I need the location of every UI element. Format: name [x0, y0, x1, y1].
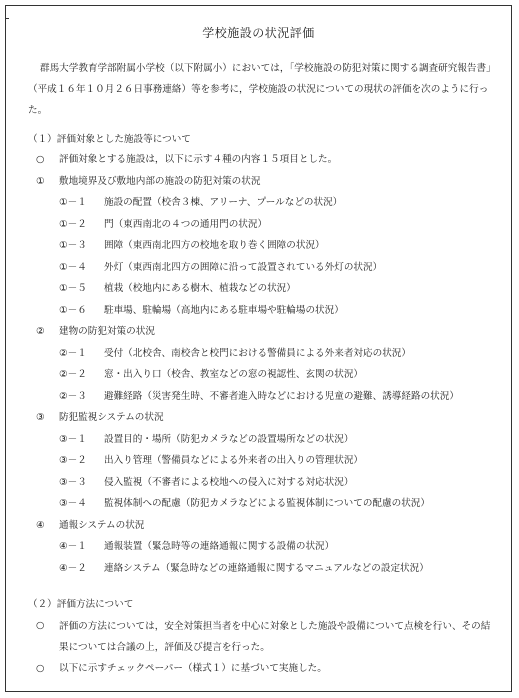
- item-text: 監視体制への配慮（防犯カメラなどによる監視体制についての配慮の状況）: [104, 498, 430, 509]
- item-text: 施設の配置（校舎３棟、アリーナ、プールなどの状況）: [104, 197, 343, 208]
- item-text: 侵入監視（不審者による校地への侵入に対する対応状況）: [104, 477, 354, 488]
- document-page: [5, 5, 512, 692]
- item-text: 窓・出入り口（校舎、教室などの窓の視認性、玄関の状況）: [104, 369, 364, 380]
- group2-mark: ②: [36, 326, 45, 337]
- item-code: ③－４: [59, 498, 87, 509]
- intro-paragraph: 群馬大学教育学部附属小学校（以下附属小）においては，「学校施設の防犯対策に関する調査研究報告書」（平成１６年１０月２６日事務連絡）等を参考に，学校施設の状況についての現状の評価を次のように行った。: [28, 63, 496, 116]
- item-text: 外灯（東西南北四方の囲障に沿って設置されている外灯の状況）: [104, 262, 383, 273]
- item-code: ②－３: [59, 391, 87, 402]
- group1-label: 敷地境界及び敷地内部の施設の防犯対策の状況: [59, 176, 261, 187]
- section1-heading: （１）評価対象とした施設等について: [28, 134, 191, 145]
- section2-heading: （２）評価方法について: [28, 599, 134, 610]
- page-edge-mark: [6, 18, 9, 19]
- item-code: ①－４: [59, 262, 87, 273]
- group2-label: 建物の防犯対策の状況: [59, 326, 155, 337]
- item-text: 受付（北校舎、南校舎と校門における警備員による外来者対応の状況）: [104, 348, 411, 359]
- group4-mark: ④: [36, 520, 45, 531]
- item-code: ①－１: [59, 197, 87, 208]
- item-text: 通報装置（緊急時等の連絡通報に関する設備の状況）: [104, 541, 335, 552]
- section2-mark: ○: [36, 620, 45, 631]
- item-code: ④－１: [59, 541, 87, 552]
- item-code: ③－２: [59, 455, 87, 466]
- item-code: ①－２: [59, 219, 87, 230]
- item-text: 連絡システム（緊急時などの連絡通報に関するマニュアルなどの設定状況）: [104, 563, 429, 574]
- item-code: ③－３: [59, 477, 87, 488]
- item-code: ①－６: [59, 305, 87, 316]
- group1-mark: ①: [36, 176, 45, 187]
- item-text: 設置目的・場所（防犯カメラなどの設置場所などの状況）: [104, 434, 354, 445]
- section1-note-mark: ○: [36, 154, 45, 165]
- section1-note: 評価対象とする施設は，以下に示す４種の内容１５項目とした。: [59, 154, 338, 165]
- group4-label: 通報システムの状況: [59, 520, 145, 531]
- item-text: 出入り管理（警備員などによる外来者の出入りの管理状況）: [104, 455, 364, 466]
- item-code: ②－２: [59, 369, 87, 380]
- item-text: 植栽（校地内にある樹木、植栽などの状況）: [104, 283, 296, 294]
- item-text: 駐車場、駐輪場（高地内にある駐車場や駐輪場の状況）: [104, 305, 344, 316]
- item-code: ①－５: [59, 283, 87, 294]
- item-code: ③－１: [59, 434, 87, 445]
- document-title: 学校施設の状況評価: [202, 26, 315, 40]
- section2-paragraph: 評価の方法については，安全対策担当者を中心に対象とした施設や設備について点検を行い、その結果については合議の上，評価及び提言を行った。: [59, 621, 491, 653]
- item-code: ①－３: [59, 240, 87, 251]
- item-text: 避難経路（災害発生時、不審者進入時などにおける児童の避難、誘導経路の状況）: [104, 391, 459, 402]
- item-text: 囲障（東西南北四方の校地を取り巻く囲障の状況）: [104, 240, 325, 251]
- item-text: 門（東西南北の４つの通用門の状況）: [104, 219, 268, 230]
- section2-mark: ○: [36, 663, 45, 674]
- group3-label: 防犯監視システムの状況: [59, 412, 164, 423]
- section2-paragraph: 以下に示すチェックペーパー（様式１）に基づいて実施した。: [59, 663, 327, 674]
- group3-mark: ③: [36, 412, 45, 423]
- item-code: ④－２: [59, 563, 87, 574]
- item-code: ②－１: [59, 348, 87, 359]
